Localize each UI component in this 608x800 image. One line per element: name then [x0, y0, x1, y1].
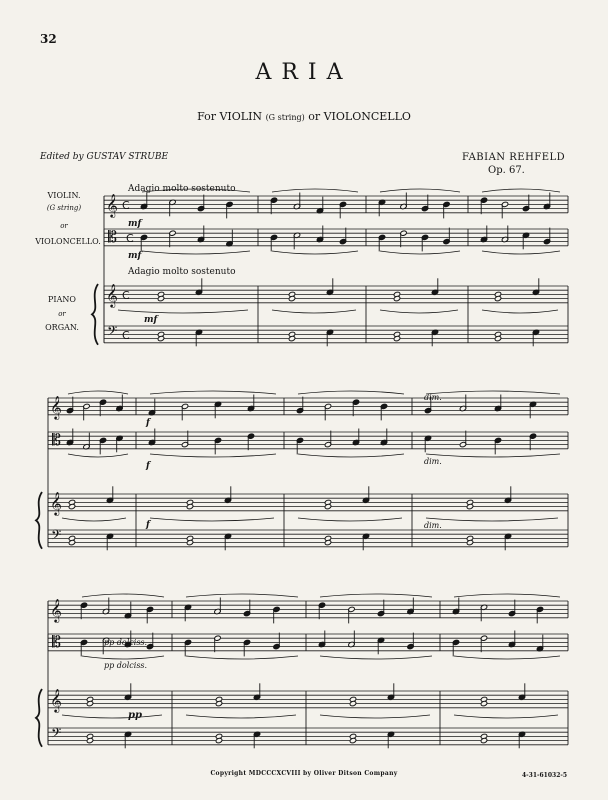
tenor-clef-icon: 𝄡 [108, 227, 117, 246]
tempo-marking-piano: Adagio molto sostenuto [128, 267, 236, 277]
slur [426, 391, 560, 394]
plate-number: 4-31-61032-5 [522, 772, 568, 779]
composer-name: FABIAN REHFELD [462, 152, 566, 163]
dynamic-cello: mf [128, 251, 142, 261]
slur [482, 251, 560, 254]
subtitle-paren: (G string) [265, 113, 305, 122]
slur [380, 189, 460, 192]
dynamic-violin-3: pp dolciss. [104, 638, 148, 647]
slur [320, 656, 432, 659]
slur [150, 454, 276, 457]
tenor-clef-icon: 𝄡 [52, 430, 61, 449]
slur [298, 454, 404, 457]
slur [68, 454, 128, 457]
treble-clef-icon: 𝄞 [50, 688, 62, 712]
dim-violin: dim. [424, 393, 442, 402]
piano-brace-icon [36, 492, 42, 549]
slur [380, 310, 458, 313]
slur [62, 518, 126, 521]
slur [454, 656, 560, 659]
slur [298, 391, 404, 394]
label-violin: VIOLIN. [47, 191, 81, 200]
slur [482, 189, 560, 192]
dynamic-cello-2: f [146, 461, 150, 471]
time-signature-icon: C [122, 199, 130, 212]
piano-brace-icon [92, 284, 98, 345]
editor-credit: Edited by GUSTAV STRUBE [40, 152, 169, 162]
page-number: 32 [40, 32, 57, 46]
copyright-notice: Copyright MDCCCXCVIII by Oliver Ditson Company [210, 770, 398, 777]
label-cello: VIOLONCELLO. [35, 237, 101, 246]
slur [186, 656, 298, 659]
treble-clef-icon: 𝄞 [106, 283, 118, 307]
time-signature-icon: C [126, 232, 134, 245]
dynamic-piano: mf [144, 315, 158, 325]
time-signature-icon: C [122, 329, 130, 342]
dynamic-cello-3: pp dolciss. [104, 661, 148, 670]
bass-clef-icon: 𝄢 [51, 527, 62, 546]
time-signature-icon: C [122, 289, 130, 302]
slur [62, 715, 162, 718]
slur [454, 715, 558, 718]
slur [186, 715, 296, 718]
dynamic-violin: mf [128, 219, 142, 229]
tenor-clef-icon: 𝄡 [52, 632, 61, 651]
label-piano: PIANO [48, 295, 76, 304]
subtitle-pre: For VIOLIN [197, 110, 263, 123]
slur [82, 594, 164, 597]
treble-clef-icon: 𝄞 [106, 193, 118, 217]
label-or-2: or [58, 310, 66, 318]
slur [320, 594, 432, 597]
piece-title: ARIA [255, 60, 353, 85]
label-organ: ORGAN. [45, 323, 79, 332]
label-or-1: or [60, 222, 68, 230]
slur [150, 518, 274, 521]
dim-piano: dim. [424, 521, 442, 530]
system-braces [36, 284, 98, 747]
treble-clef-icon: 𝄞 [50, 598, 62, 622]
opus-number: Op. 67. [488, 165, 525, 176]
slur [272, 189, 358, 192]
slur [380, 251, 460, 254]
slur [482, 310, 558, 313]
slur [142, 251, 250, 254]
slur [320, 715, 430, 718]
slur [150, 391, 276, 394]
slur [426, 518, 558, 521]
dynamic-piano-2: f [146, 520, 150, 530]
bass-clef-icon: 𝄢 [51, 725, 62, 744]
slur [272, 310, 356, 313]
slur [272, 251, 358, 254]
treble-clef-icon: 𝄞 [50, 395, 62, 419]
label-violin-note: (G string) [46, 204, 82, 212]
treble-clef-icon: 𝄞 [50, 491, 62, 515]
tempo-marking-violin: Adagio molto sostenuto [128, 184, 236, 194]
dynamic-piano-3: pp [128, 710, 142, 721]
slur [454, 594, 560, 597]
slur [426, 454, 560, 457]
slur [298, 518, 402, 521]
dynamic-violin-2: f [146, 418, 150, 428]
slur [186, 594, 298, 597]
piano-brace-icon [36, 689, 42, 747]
subtitle-post: or VIOLONCELLO [308, 110, 411, 123]
slur [68, 391, 128, 394]
bass-clef-icon: 𝄢 [107, 323, 118, 342]
slur [118, 310, 248, 313]
slur [82, 656, 164, 659]
dim-cello: dim. [424, 457, 442, 466]
